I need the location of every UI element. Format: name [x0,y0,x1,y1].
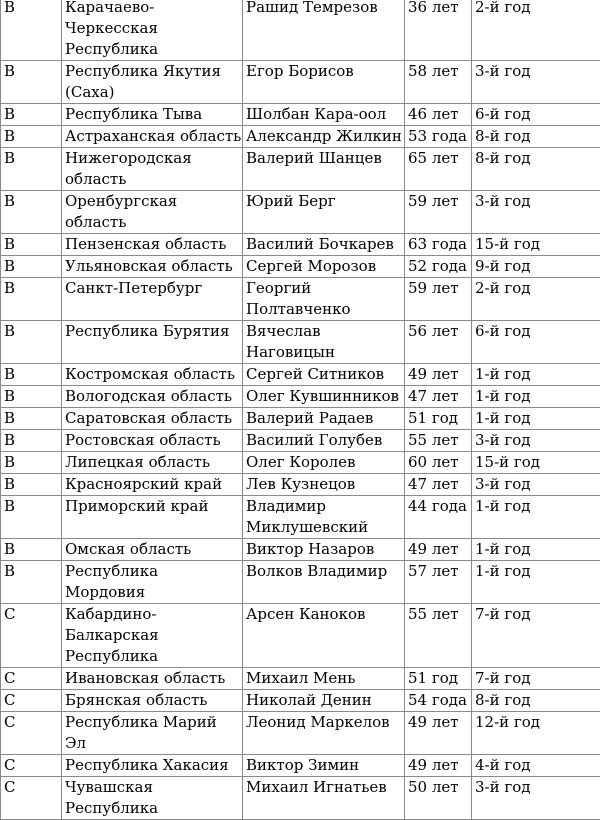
age-cell: 60 лет [405,452,472,474]
governor-cell: Сергей Ситников [243,364,405,386]
term-cell: 8-й год [472,148,600,191]
age-cell: 44 года [405,496,472,539]
region-cell: Ульяновская область [62,256,243,278]
region-cell: Ивановская область [62,668,243,690]
grade-cell: B [1,364,62,386]
term-cell: 3-й год [472,430,600,452]
grade-cell: C [1,668,62,690]
term-cell: 1-й год [472,408,600,430]
governor-cell: Юрий Берг [243,191,405,234]
region-cell: Липецкая область [62,452,243,474]
table-row [1,321,600,364]
term-cell: 15-й год [472,234,600,256]
governor-cell: Георгий Полтавченко [243,278,405,321]
governor-cell: Леонид Маркелов [243,712,405,755]
governor-cell: Лев Кузнецов [243,474,405,496]
term-cell: 8-й год [472,690,600,712]
table-row [1,777,600,820]
term-cell: 6-й год [472,104,600,126]
governor-cell: Вячеслав Наговицын [243,321,405,364]
governor-cell: Валерий Радаев [243,408,405,430]
grade-cell: C [1,777,62,820]
grade-cell: B [1,0,62,61]
table-row [1,474,600,496]
term-cell: 2-й год [472,278,600,321]
table-row [1,386,600,408]
grade-cell: B [1,474,62,496]
grade-cell: B [1,234,62,256]
grade-cell: C [1,712,62,755]
grade-cell: B [1,61,62,104]
region-cell: Кабардино-Балкарская Республика [62,604,243,668]
term-cell: 3-й год [472,61,600,104]
table-row [1,104,600,126]
age-cell: 59 лет [405,278,472,321]
age-cell: 49 лет [405,755,472,777]
governor-cell: Виктор Назаров [243,539,405,561]
term-cell: 1-й год [472,364,600,386]
region-cell: Саратовская область [62,408,243,430]
term-cell: 7-й год [472,604,600,668]
table-row [1,408,600,430]
term-cell: 2-й год [472,0,600,61]
age-cell: 58 лет [405,61,472,104]
age-cell: 52 года [405,256,472,278]
table-row [1,148,600,191]
region-cell: Республика Марий Эл [62,712,243,755]
table-row [1,539,600,561]
region-cell: Нижегородская область [62,148,243,191]
term-cell: 8-й год [472,126,600,148]
table-row [1,430,600,452]
term-cell: 6-й год [472,321,600,364]
age-cell: 63 года [405,234,472,256]
table-body [1,0,600,820]
grade-cell: B [1,278,62,321]
governor-cell: Михаил Игнатьев [243,777,405,820]
governor-cell: Николай Денин [243,690,405,712]
term-cell: 15-й год [472,452,600,474]
governor-cell: Олег Кувшинников [243,386,405,408]
term-cell: 7-й год [472,668,600,690]
table-row [1,234,600,256]
age-cell: 53 года [405,126,472,148]
grade-cell: B [1,148,62,191]
governor-cell: Михаил Мень [243,668,405,690]
grade-cell: B [1,104,62,126]
age-cell: 57 лет [405,561,472,604]
table-row [1,690,600,712]
term-cell: 3-й год [472,777,600,820]
age-cell: 65 лет [405,148,472,191]
term-cell: 1-й год [472,539,600,561]
governor-cell: Александр Жилкин [243,126,405,148]
governor-cell: Владимир Миклушевский [243,496,405,539]
grade-cell: B [1,408,62,430]
age-cell: 55 лет [405,604,472,668]
governor-cell: Василий Голубев [243,430,405,452]
region-cell: Омская область [62,539,243,561]
age-cell: 54 года [405,690,472,712]
region-cell: Оренбургская область [62,191,243,234]
table-row [1,364,600,386]
table-row [1,126,600,148]
region-cell: Пензенская область [62,234,243,256]
table-row [1,256,600,278]
region-cell: Брянская область [62,690,243,712]
region-cell: Приморский край [62,496,243,539]
table-row [1,712,600,755]
term-cell: 12-й год [472,712,600,755]
governor-cell: Шолбан Кара-оол [243,104,405,126]
table-row [1,61,600,104]
term-cell: 9-й год [472,256,600,278]
table-row [1,496,600,539]
age-cell: 51 год [405,668,472,690]
age-cell: 49 лет [405,364,472,386]
region-cell: Карачаево-Черкесская Республика [62,0,243,61]
table-row [1,0,600,61]
region-cell: Ростовская область [62,430,243,452]
grade-cell: B [1,452,62,474]
grade-cell: B [1,126,62,148]
grade-cell: B [1,386,62,408]
term-cell: 1-й год [472,561,600,604]
grade-cell: C [1,604,62,668]
region-cell: Республика Хакасия [62,755,243,777]
table-row [1,561,600,604]
table-row [1,452,600,474]
term-cell: 1-й год [472,386,600,408]
age-cell: 56 лет [405,321,472,364]
age-cell: 55 лет [405,430,472,452]
grade-cell: C [1,690,62,712]
term-cell: 4-й год [472,755,600,777]
region-cell: Красноярский край [62,474,243,496]
region-cell: Костромская область [62,364,243,386]
table-row [1,604,600,668]
age-cell: 49 лет [405,712,472,755]
region-cell: Астраханская область [62,126,243,148]
age-cell: 47 лет [405,386,472,408]
table-row [1,191,600,234]
governor-cell: Сергей Морозов [243,256,405,278]
region-cell: Республика Мордовия [62,561,243,604]
age-cell: 59 лет [405,191,472,234]
grade-cell: B [1,561,62,604]
grade-cell: C [1,755,62,777]
term-cell: 1-й год [472,496,600,539]
term-cell: 3-й год [472,191,600,234]
grade-cell: B [1,496,62,539]
table-row [1,668,600,690]
table-row [1,755,600,777]
grade-cell: B [1,539,62,561]
grade-cell: B [1,430,62,452]
governor-cell: Василий Бочкарев [243,234,405,256]
governor-cell: Олег Королев [243,452,405,474]
region-cell: Республика Тыва [62,104,243,126]
governor-cell: Волков Владимир [243,561,405,604]
age-cell: 36 лет [405,0,472,61]
age-cell: 47 лет [405,474,472,496]
age-cell: 49 лет [405,539,472,561]
grade-cell: B [1,321,62,364]
grade-cell: B [1,256,62,278]
region-cell: Республика Якутия (Саха) [62,61,243,104]
region-cell: Республика Бурятия [62,321,243,364]
age-cell: 50 лет [405,777,472,820]
region-cell: Вологодская область [62,386,243,408]
age-cell: 46 лет [405,104,472,126]
grade-cell: B [1,191,62,234]
governor-cell: Арсен Каноков [243,604,405,668]
governor-cell: Егор Борисов [243,61,405,104]
governor-cell: Виктор Зимин [243,755,405,777]
region-cell: Санкт-Петербург [62,278,243,321]
age-cell: 51 год [405,408,472,430]
region-cell: Чувашская Республика [62,777,243,820]
governor-cell: Валерий Шанцев [243,148,405,191]
term-cell: 3-й год [472,474,600,496]
table-row [1,278,600,321]
governor-cell: Рашид Темрезов [243,0,405,61]
